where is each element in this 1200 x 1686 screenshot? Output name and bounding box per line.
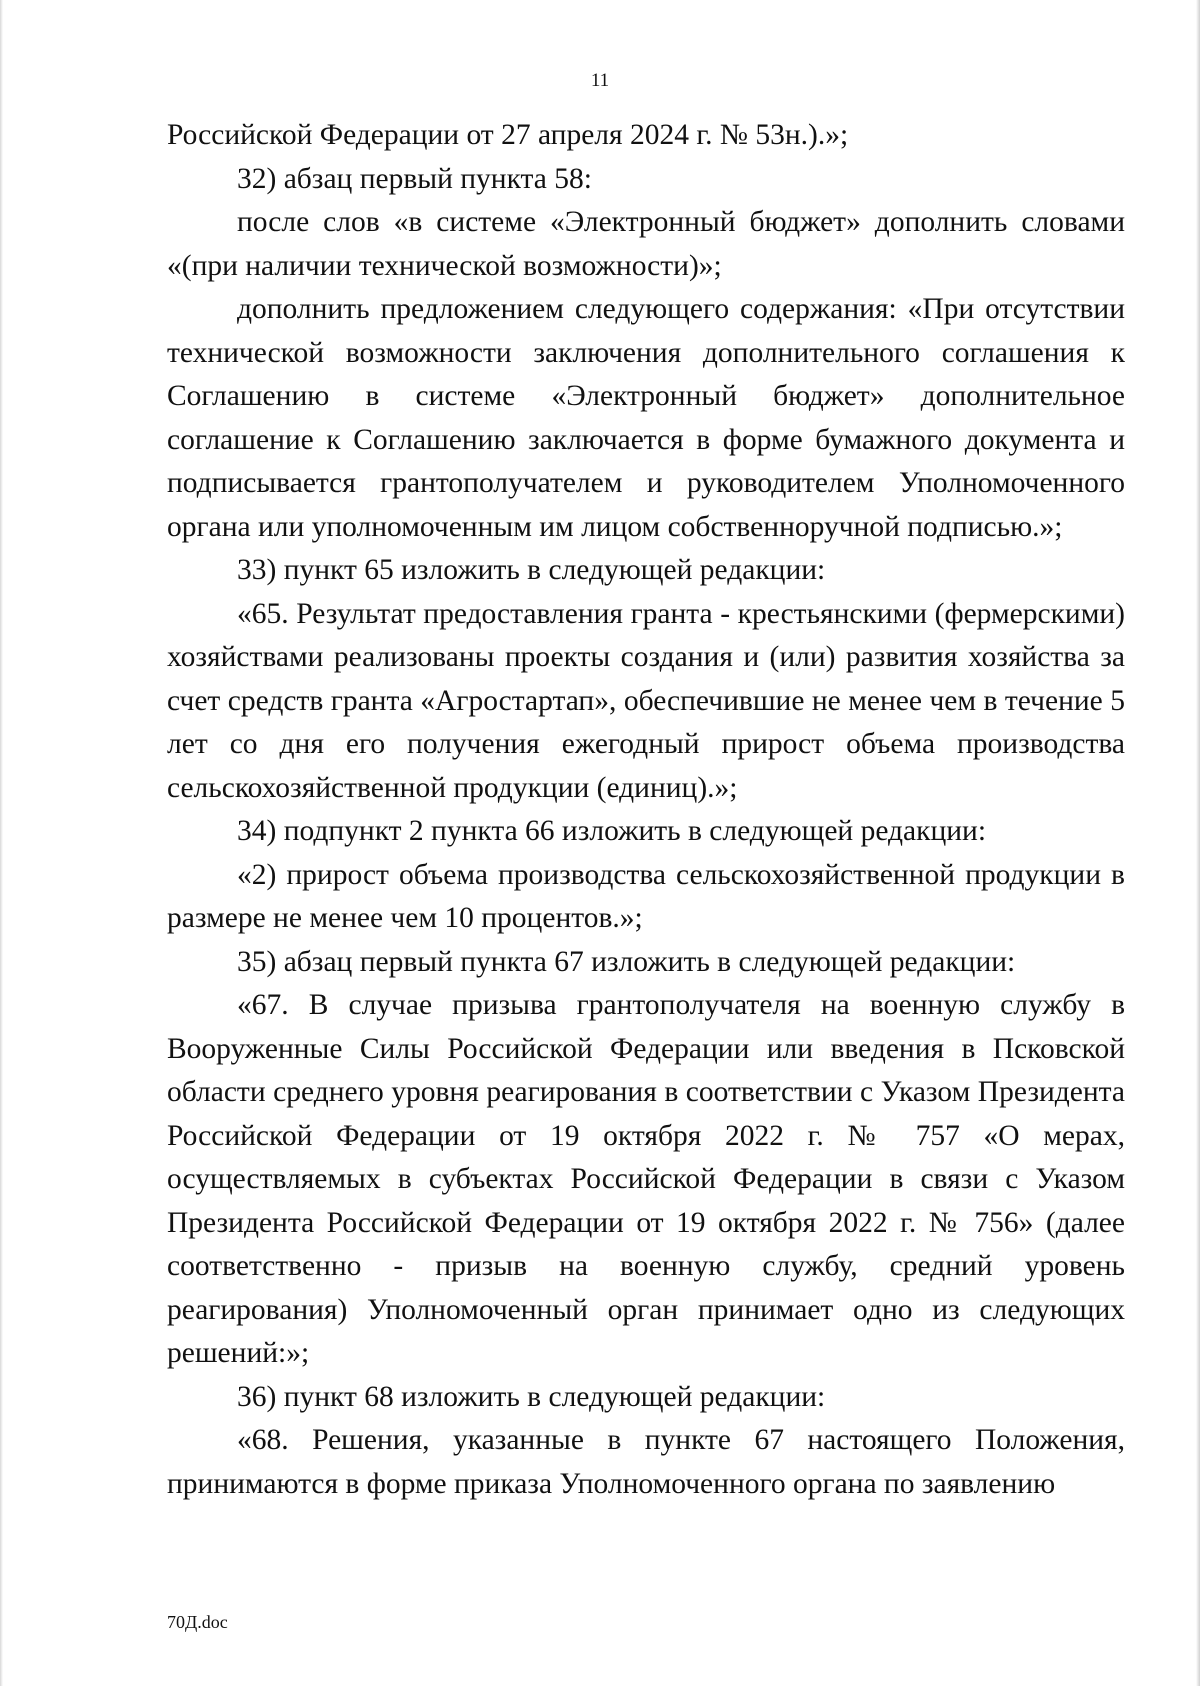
paragraph-1: Российской Федерации от 27 апреля 2024 г. № 53н.).»; <box>167 119 849 151</box>
paragraph-5: 33) пункт 65 изложить в следующей редакции: <box>237 554 826 586</box>
paragraph-3: после слов «в системе «Электронный бюджет» дополнить словами «(при наличии технической возможности)»; <box>167 206 1125 282</box>
paragraph-11: 36) пункт 68 изложить в следующей редакции: <box>237 1380 826 1413</box>
file-name-footer: 70Д.doc <box>167 1612 228 1632</box>
page-number: 11 <box>590 70 610 91</box>
paragraph-4: дополнить предложением следующего содержания: «При отсутствии технической возможности заключения дополнительного соглашения к Соглашению в системе «Электронный бюджет» дополнительное соглашение к Соглашению заключается в форме бумажного документа и подписывается грантополучателем и руководителем Уполномоченного органа или уполномоченным им лицом собственноручной подписью.»; <box>167 293 1125 543</box>
paragraph-2: 32) абзац первый пункта 58: <box>237 162 592 195</box>
paragraph-9: 35) абзац первый пункта 67 изложить в следующей редакции: <box>237 945 1016 978</box>
scan-edge-right <box>1196 0 1200 1686</box>
paragraph-7: 34) подпункт 2 пункта 66 изложить в следующей редакции: <box>237 815 987 847</box>
document-body <box>167 114 1125 1506</box>
paragraph-10: «67. В случае призыва грантополучателя на военную службу в Вооруженные Силы Российской Федерации или введения в Псковской области среднего уровня реагирования в соответствии с Указом Президента Российской Федерации от 19 октября 2022 г. № 757 «О мерах, осуществляемых в субъектах Российской Федерации в связи с Указом Президента Российской Федерации от 19 октября 2022 г. № 756» (далее соответственно - призыв на военную службу, средний уровень реагирования) Уполномоченный орган принимает одно из следующих решений:»; <box>167 989 1125 1369</box>
paragraph-8: «2) прирост объема производства сельскохозяйственной продукции в размере не менее чем 10 процентов.»; <box>167 858 1125 934</box>
paragraph-6: «65. Результат предоставления гранта - крестьянскими (фермерскими) хозяйствами реализованы проекты создания и (или) развития хозяйства за счет средств гранта «Агростартап», обеспечившие не менее чем в течение 5 лет со дня его получения ежегодный прирост объема производства сельскохозяйственной продукции (единиц).»; <box>167 597 1125 804</box>
scan-edge-left <box>0 0 3 1686</box>
paragraph-12: «68. Решения, указанные в пункте 67 настоящего Положения, принимаются в форме приказа Уполномоченного органа по заявлению <box>167 1424 1125 1500</box>
